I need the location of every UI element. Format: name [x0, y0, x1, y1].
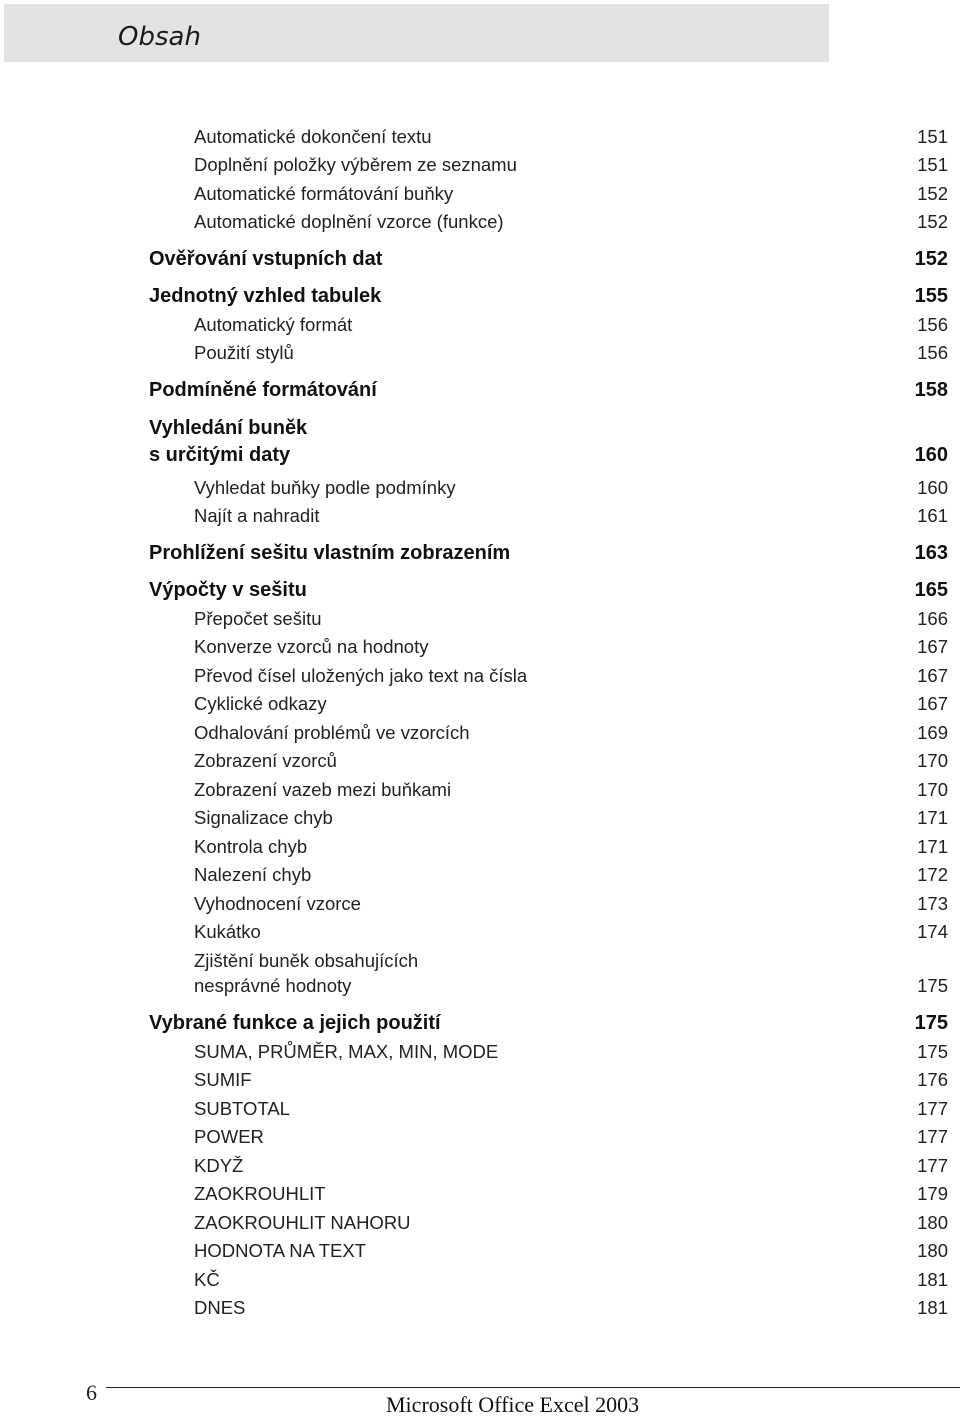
- toc-label: Automatický formát: [194, 314, 353, 335]
- toc-label: Cyklické odkazy: [194, 693, 327, 714]
- toc-label: SUMA, PRŮMĚR, MAX, MIN, MODE: [194, 1041, 499, 1062]
- toc-page-number: 170: [917, 779, 948, 800]
- toc-label: Najít a nahradit: [194, 505, 320, 526]
- toc-label: Použití stylů: [194, 342, 294, 363]
- toc-page-number: 177: [917, 1155, 948, 1176]
- toc-label: Zobrazení vzorců: [194, 750, 337, 771]
- toc-page-number: 158: [914, 379, 948, 401]
- toc-page-number: 174: [917, 921, 948, 942]
- toc-label: Vyhledání buněk: [149, 417, 308, 439]
- toc-page-number: 176: [917, 1069, 948, 1090]
- toc-page-number: 171: [917, 807, 948, 828]
- toc-page-number: 180: [917, 1212, 948, 1233]
- toc-label: Převod čísel uložených jako text na čísla: [194, 665, 528, 686]
- toc-label: Kukátko: [194, 921, 261, 942]
- toc-page-number: 155: [914, 285, 948, 307]
- footer-divider: [106, 1387, 960, 1388]
- toc-label: Přepočet sešitu: [194, 608, 322, 629]
- toc-label: Vyhodnocení vzorce: [194, 893, 361, 914]
- toc-page-number: 173: [917, 893, 948, 914]
- toc-page-number: 170: [917, 750, 948, 771]
- toc-label: ZAOKROUHLIT: [194, 1183, 326, 1204]
- toc-page-number: 171: [917, 836, 948, 857]
- page-title: Obsah: [118, 22, 201, 52]
- toc-page-number: 163: [914, 542, 948, 564]
- toc-page-number: 167: [917, 693, 948, 714]
- toc-page-number: 175: [914, 1012, 948, 1034]
- toc-page-number: 181: [917, 1297, 948, 1318]
- toc-page-number: 166: [917, 608, 948, 629]
- footer-page-number: 6: [86, 1380, 97, 1405]
- toc-page-number: 156: [917, 314, 948, 335]
- toc-label: Prohlížení sešitu vlastním zobrazením: [149, 542, 511, 564]
- toc-label: Zjištění buněk obsahujících: [194, 950, 419, 971]
- toc-label: Jednotný vzhled tabulek: [149, 285, 382, 307]
- toc-label: Odhalování problémů ve vzorcích: [194, 722, 470, 743]
- toc-label: Automatické dokončení textu: [194, 126, 432, 147]
- toc-page-number: 152: [914, 248, 948, 270]
- toc-label: SUMIF: [194, 1069, 252, 1090]
- toc-page-number: 151: [917, 154, 948, 175]
- toc-page-number: 175: [917, 1041, 948, 1062]
- toc-page-number: 167: [917, 665, 948, 686]
- footer-book-title: Microsoft Office Excel 2003: [386, 1392, 640, 1417]
- toc-label: Konverze vzorců na hodnoty: [194, 636, 429, 657]
- toc-page-number: 161: [917, 505, 948, 526]
- toc-label: KDYŽ: [194, 1155, 244, 1176]
- toc-label: POWER: [194, 1126, 264, 1147]
- toc-label: Nalezení chyb: [194, 864, 312, 885]
- toc-label: Vyhledat buňky podle podmínky: [194, 477, 456, 498]
- toc-label-continued: nesprávné hodnoty: [194, 975, 352, 996]
- toc-label: Zobrazení vazeb mezi buňkami: [194, 779, 452, 800]
- toc-page-number: 165: [914, 579, 948, 601]
- toc-label: KČ: [194, 1269, 220, 1290]
- toc-label: Automatické formátování buňky: [194, 183, 454, 204]
- toc-label: Automatické doplnění vzorce (funkce): [194, 211, 504, 232]
- toc-page-number: 160: [917, 477, 948, 498]
- toc-page-number: 177: [917, 1126, 948, 1147]
- toc-label: HODNOTA NA TEXT: [194, 1240, 367, 1261]
- toc-label-continued: s určitými daty: [149, 444, 291, 466]
- toc-label: Kontrola chyb: [194, 836, 308, 857]
- toc-label: Doplnění položky výběrem ze seznamu: [194, 154, 517, 175]
- toc-page-number: 180: [917, 1240, 948, 1261]
- toc-label: Ověřování vstupních dat: [149, 248, 383, 270]
- toc-page-number: 181: [917, 1269, 948, 1290]
- toc-page-number: 179: [917, 1183, 948, 1204]
- toc-page-number: 156: [917, 342, 948, 363]
- toc-page-number: 167: [917, 636, 948, 657]
- toc-page-number: 175: [917, 975, 948, 996]
- toc-page-number: 152: [917, 211, 948, 232]
- toc-label: ZAOKROUHLIT NAHORU: [194, 1212, 411, 1233]
- toc-label: Výpočty v sešitu: [149, 579, 307, 601]
- toc-label: SUBTOTAL: [194, 1098, 290, 1119]
- toc-page-number: 151: [917, 126, 948, 147]
- toc-page-number: 177: [917, 1098, 948, 1119]
- toc-label: Signalizace chyb: [194, 807, 333, 828]
- toc-label: Podmíněné formátování: [149, 379, 377, 401]
- toc-page-number: 172: [917, 864, 948, 885]
- toc-label: Vybrané funkce a jejich použití: [149, 1012, 441, 1034]
- toc-page-number: 152: [917, 183, 948, 204]
- toc-page-number: 169: [917, 722, 948, 743]
- toc-page-number: 160: [914, 444, 948, 466]
- toc-label: DNES: [194, 1297, 246, 1318]
